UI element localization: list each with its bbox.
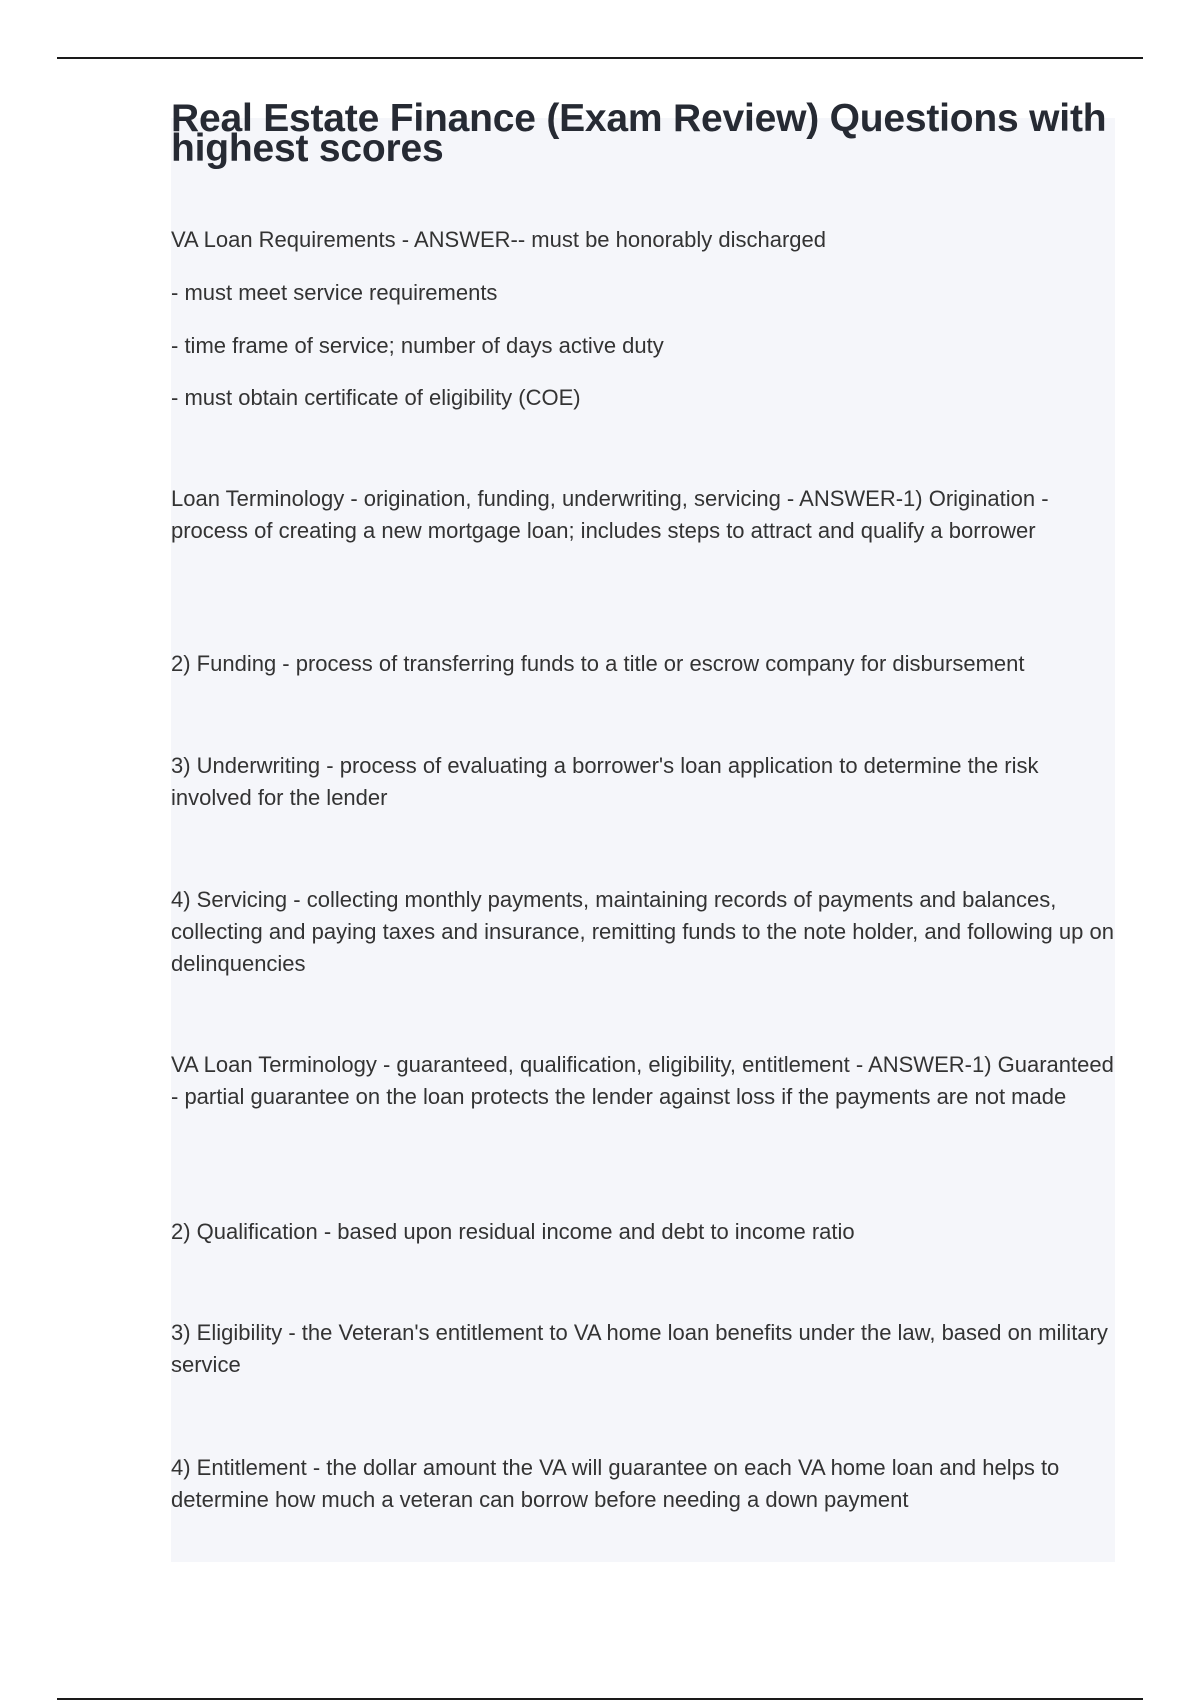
paragraph-eligibility: 3) Eligibility - the Veteran's entitlement to VA home loan benefits under the law, based on military service — [171, 1320, 1108, 1377]
header-rule — [57, 57, 1143, 59]
paragraph-underwriting: 3) Underwriting - process of evaluating a borrower's loan application to determine the risk involved for the lender — [171, 753, 1039, 810]
paragraph-va-loan-requirements: VA Loan Requirements - ANSWER-- must be honorably discharged — [171, 227, 827, 252]
paragraph-service-requirements: - must meet service requirements — [171, 280, 498, 305]
paragraph-entitlement: 4) Entitlement - the dollar amount the VA will guarantee on each VA home loan and helps to determine how much a veteran can borrow before needing a down payment — [171, 1455, 1060, 1512]
paragraph-va-loan-terminology: VA Loan Terminology - guaranteed, qualification, eligibility, entitlement - ANSWER-1) Guaranteed - partial guarantee on the loan protects the lender against loss if the payments are not made — [171, 1052, 1114, 1109]
paragraph-coe: - must obtain certificate of eligibility (COE) — [171, 385, 581, 410]
paragraph-time-frame: - time frame of service; number of days active duty — [171, 333, 664, 358]
page-title: Real Estate Finance (Exam Review) Questions with highest scores — [171, 97, 1107, 170]
paragraph-loan-terminology: Loan Terminology - origination, funding, underwriting, servicing - ANSWER-1) Origination - process of creating a new mortgage loan; includes steps to attract and qualify a borrower — [171, 486, 1049, 543]
paragraph-servicing: 4) Servicing - collecting monthly payments, maintaining records of payments and balances, collecting and paying taxes and insurance, remitting funds to the note holder, and following up on delinquencies — [171, 887, 1114, 976]
paragraph-funding: 2) Funding - process of transferring funds to a title or escrow company for disbursement — [171, 651, 1025, 676]
paragraph-qualification: 2) Qualification - based upon residual income and debt to income ratio — [171, 1219, 855, 1244]
